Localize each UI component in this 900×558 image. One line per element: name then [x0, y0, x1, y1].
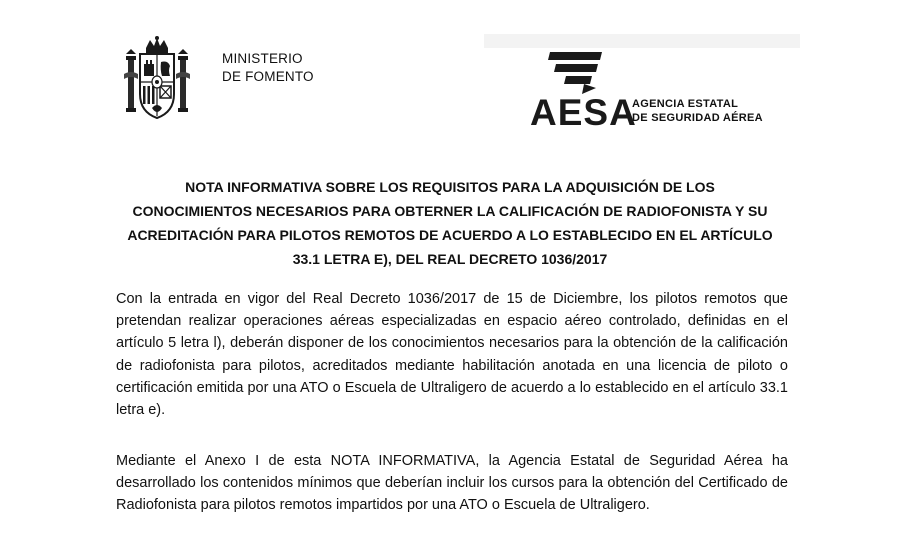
title-line-1: NOTA INFORMATIVA SOBRE LOS REQUISITOS PARA LA ADQUISICIÓN DE LOS: [185, 179, 715, 195]
document-title: [110, 175, 790, 271]
aesa-wordmark: [530, 92, 637, 133]
title-line-4: 33.1 LETRA E), DEL REAL DECRETO 1036/2017: [292, 251, 608, 267]
title-line-3: ACREDITACIÓN PARA PILOTOS REMOTOS DE ACUERDO A LO ESTABLECIDO EN EL ARTÍCULO: [127, 227, 773, 243]
aesa-logo-icon: [544, 48, 604, 96]
title-line-2: CONOCIMIENTOS NECESARIOS PARA OBTERNER LA CALIFICACIÓN DE RADIOFONISTA Y SU: [132, 203, 768, 219]
agency-name: [632, 97, 763, 125]
header-strip: [484, 34, 800, 48]
ministry-line-2: DE FOMENTO: [222, 69, 314, 84]
aesa-wordmark-text: AESA: [530, 92, 637, 133]
ministry-header: [118, 34, 338, 124]
aesa-header: [484, 34, 800, 134]
ministry-line-1: MINISTERIO: [222, 51, 303, 66]
body-paragraph-1: Con la entrada en vigor del Real Decreto 1036/2017 de 15 de Diciembre, los pilotos remotos que pretendan realizar operaciones aéreas especializadas en espacio aéreo controlado, definidas en el artículo 5 letra l), deberán disponer de los conocimientos necesarios para la obtención de la calificación de radiofonista para pilotos, acreditados mediante habilitación anotada en una licencia de piloto o certificación emitida por una ATO o Escuela de Ultraligero de acuerdo a lo establecido en el artículo 33.1 letra e).: [116, 291, 788, 419]
agency-line-2: DE SEGURIDAD AÉREA: [632, 112, 763, 124]
body-paragraph-2: Mediante el Anexo I de esta NOTA INFORMATIVA, la Agencia Estatal de Seguridad Aérea ha desarrollado los contenidos mínimos que deberían incluir los cursos para la obtención del Certificado de Radiofonista para pilotos remotos impartidos por una ATO o Escuela de Ultraligero.: [116, 453, 788, 514]
ministry-name: [222, 50, 314, 86]
spain-coat-of-arms-icon: [124, 36, 190, 126]
agency-line-1: AGENCIA ESTATAL: [632, 98, 739, 110]
